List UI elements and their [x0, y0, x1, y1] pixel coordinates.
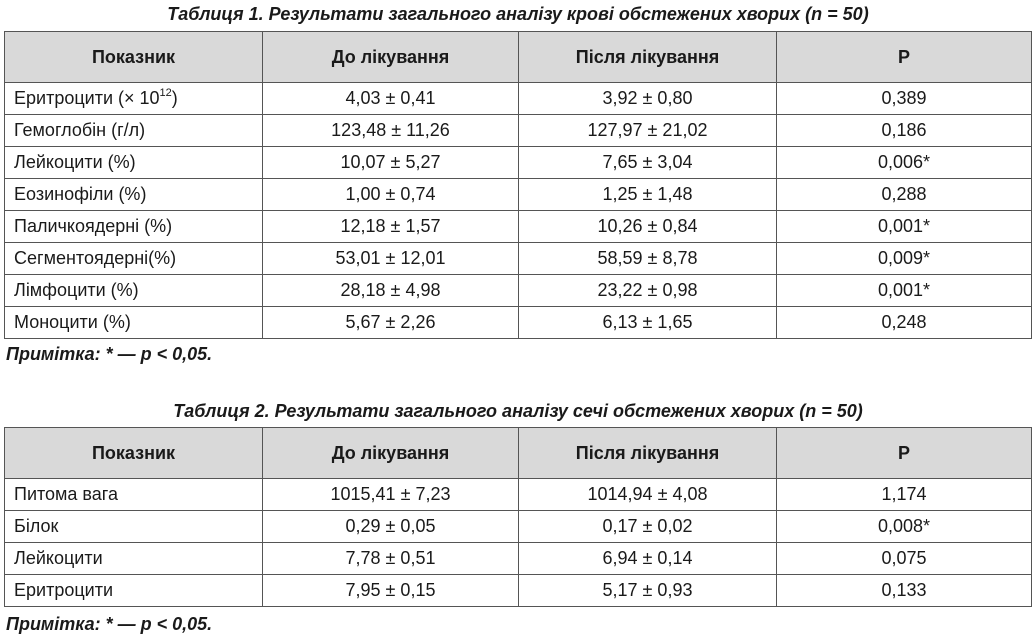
p-value-cell: 1,174: [777, 479, 1032, 511]
column-header-indicator: Показник: [5, 32, 263, 83]
after-value-cell: 23,22 ± 0,98: [519, 275, 777, 307]
after-value-cell: 6,13 ± 1,65: [519, 307, 777, 339]
before-value-cell: 53,01 ± 12,01: [263, 243, 519, 275]
column-header-after-treatment: Після лікування: [519, 428, 777, 479]
indicator-cell: Лімфоцити (%): [5, 275, 263, 307]
after-value-cell: 58,59 ± 8,78: [519, 243, 777, 275]
indicator-cell: Лейкоцити (%): [5, 147, 263, 179]
table-row: [5, 479, 1032, 511]
after-value-cell: 0,17 ± 0,02: [519, 511, 777, 543]
before-value-cell: 10,07 ± 5,27: [263, 147, 519, 179]
indicator-cell: Еозинофіли (%): [5, 179, 263, 211]
table-header-row: [5, 428, 1032, 479]
p-value-cell: 0,133: [777, 575, 1032, 607]
before-value-cell: 1015,41 ± 7,23: [263, 479, 519, 511]
urine-analysis-table: [4, 427, 1032, 607]
table-row: [5, 575, 1032, 607]
indicator-cell: Моноцити (%): [5, 307, 263, 339]
before-value-cell: 4,03 ± 0,41: [263, 83, 519, 115]
after-value-cell: 6,94 ± 0,14: [519, 543, 777, 575]
blood-analysis-table: [4, 31, 1032, 339]
indicator-cell: [5, 83, 263, 115]
column-header-before-treatment: До лікування: [263, 32, 519, 83]
indicator-cell: Лейкоцити: [5, 543, 263, 575]
after-value-cell: 5,17 ± 0,93: [519, 575, 777, 607]
column-header-after-treatment: Після лікування: [519, 32, 777, 83]
indicator-cell: Паличкоядерні (%): [5, 211, 263, 243]
indicator-cell: Питома вага: [5, 479, 263, 511]
indicator-cell: Гемоглобін (г/л): [5, 115, 263, 147]
table-row: [5, 115, 1032, 147]
column-header-indicator: Показник: [5, 428, 263, 479]
exponent: 12: [159, 87, 172, 99]
before-value-cell: 0,29 ± 0,05: [263, 511, 519, 543]
table-row: [5, 179, 1032, 211]
p-value-cell: 0,389: [777, 83, 1032, 115]
before-value-cell: 28,18 ± 4,98: [263, 275, 519, 307]
p-value-cell: 0,006*: [777, 147, 1032, 179]
table-header-row: [5, 32, 1032, 83]
before-value-cell: 1,00 ± 0,74: [263, 179, 519, 211]
table-2-caption: Таблиця 2. Результати загального аналізу сечі обстежених хворих (n = 50): [173, 401, 863, 421]
table-1-caption: Таблиця 1. Результати загального аналізу крові обстежених хворих (n = 50): [167, 4, 869, 24]
indicator-cell: Білок: [5, 511, 263, 543]
p-value-cell: 0,248: [777, 307, 1032, 339]
before-value-cell: 123,48 ± 11,26: [263, 115, 519, 147]
p-value-cell: 0,075: [777, 543, 1032, 575]
p-value-cell: 0,186: [777, 115, 1032, 147]
p-value-cell: 0,001*: [777, 275, 1032, 307]
table-row: [5, 147, 1032, 179]
table-row: [5, 511, 1032, 543]
after-value-cell: 1014,94 ± 4,08: [519, 479, 777, 511]
table-row: [5, 275, 1032, 307]
table-row: [5, 83, 1032, 115]
before-value-cell: 7,78 ± 0,51: [263, 543, 519, 575]
indicator-suffix: ): [171, 88, 178, 108]
p-value-cell: 0,001*: [777, 211, 1032, 243]
indicator-text: Еритроцити (× 10: [14, 88, 160, 108]
table-row: [5, 211, 1032, 243]
table-row: [5, 543, 1032, 575]
column-header-before-treatment: До лікування: [263, 428, 519, 479]
column-header-p-value: P: [777, 428, 1032, 479]
indicator-cell: Еритроцити: [5, 575, 263, 607]
before-value-cell: 12,18 ± 1,57: [263, 211, 519, 243]
before-value-cell: 5,67 ± 2,26: [263, 307, 519, 339]
table-2-note: Примітка: * — p < 0,05.: [6, 614, 213, 634]
before-value-cell: 7,95 ± 0,15: [263, 575, 519, 607]
column-header-p-value: P: [777, 32, 1032, 83]
after-value-cell: 127,97 ± 21,02: [519, 115, 777, 147]
p-value-cell: 0,008*: [777, 511, 1032, 543]
after-value-cell: 7,65 ± 3,04: [519, 147, 777, 179]
after-value-cell: 3,92 ± 0,80: [519, 83, 777, 115]
after-value-cell: 10,26 ± 0,84: [519, 211, 777, 243]
table-1-note: Примітка: * — p < 0,05.: [6, 344, 213, 364]
table-row: [5, 243, 1032, 275]
table-row: [5, 307, 1032, 339]
p-value-cell: 0,009*: [777, 243, 1032, 275]
indicator-cell: Сегментоядерні(%): [5, 243, 263, 275]
after-value-cell: 1,25 ± 1,48: [519, 179, 777, 211]
p-value-cell: 0,288: [777, 179, 1032, 211]
